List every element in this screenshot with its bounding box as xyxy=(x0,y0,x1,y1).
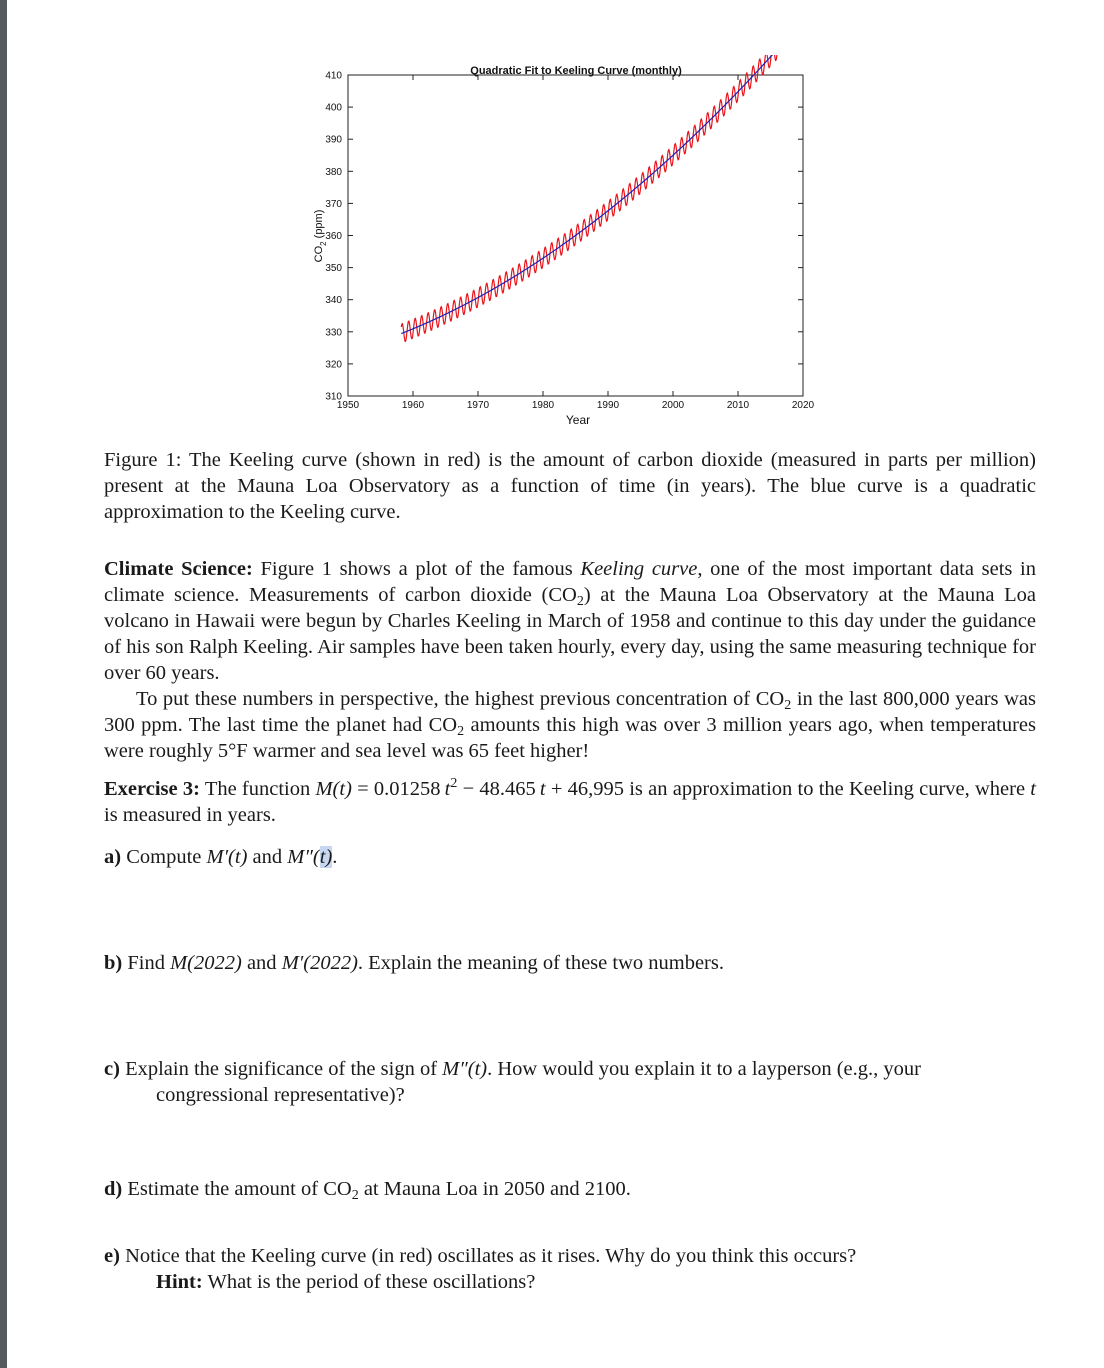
keeling-curve-series xyxy=(401,55,799,341)
part-d: d) Estimate the amount of $CO_2$ at Mauna Loa in 2050 and 2100. xyxy=(104,1178,631,1203)
exercise-3: Exercise 3: The function M(t) = 0.01258 $t^2 - 48.465$ t + 46,995 is an approximation to the Keeling curve, where t is measured in years. xyxy=(104,776,1036,826)
y-axis-label-unit: (ppm) xyxy=(313,209,325,242)
climate-science-heading: Climate Science: xyxy=(104,558,253,580)
chart-svg xyxy=(300,55,840,435)
y-tick-label: 310 xyxy=(325,391,342,403)
y-tick-label: 350 xyxy=(325,263,342,275)
part-e: e) Notice that the Keeling curve (in red) oscillates as it rises. Why do you think this occurs? Hint: What is the period of these oscillations? xyxy=(104,1245,857,1293)
y-tick-label: 360 xyxy=(325,231,342,242)
y-tick-label: 340 xyxy=(325,295,342,307)
x-tick-label: 1980 xyxy=(531,400,555,411)
y-tick-label: 320 xyxy=(325,359,342,371)
figure-caption xyxy=(104,447,1036,525)
x-tick-label: 2020 xyxy=(791,400,815,411)
x-tick-label: 1990 xyxy=(596,400,620,411)
x-tick-label: 1960 xyxy=(401,400,425,411)
exercise-heading: Exercise 3: xyxy=(104,778,200,800)
y-tick-label: 380 xyxy=(325,166,342,178)
x-tick-label: 1950 xyxy=(336,400,360,411)
part-a: a) Compute M′(t) and M″(t). xyxy=(104,846,338,868)
y-axis-label-main: CO xyxy=(313,245,325,263)
text-selection-highlight: t) xyxy=(319,846,333,868)
caption-prefix: Figure 1: xyxy=(104,449,182,471)
x-tick-label: 2010 xyxy=(726,400,750,411)
x-tick-label: 1970 xyxy=(466,400,490,411)
y-tick-label: 400 xyxy=(325,102,342,114)
caption-text: The Keeling curve (shown in red) is the amount of carbon dioxide (measured in parts per million) present at the Mauna Loa Observatory as a function of time (in years). The blue curve is a quadratic approximation to the Keeling curve. xyxy=(104,449,1036,523)
x-axis-label: Year xyxy=(565,413,591,427)
perspective-paragraph: To put these numbers in perspective, the highest previous concentration of $CO_2$ in the last 800,000 years was 300 ppm. The last time the planet had $CO_2$ amounts this high was over 3 million years ago, when temperatures were roughly 5°F warmer and sea level was 65 feet higher! xyxy=(104,688,1037,762)
y-tick-label: 370 xyxy=(325,198,342,210)
y-axis-label-sub: 2 xyxy=(319,241,328,246)
y-tick-label: 410 xyxy=(325,70,342,82)
chart-title: Quadratic Fit to Keeling Curve (monthly) xyxy=(470,65,682,77)
climate-science-paragraph: Climate Science: Figure 1 shows a plot of the famous Keeling curve, one of the most important data sets in climate science. Measurements of carbon dioxide $(CO_2)$ at the Mauna Loa Observatory at the Mauna Loa volcano in Hawaii were begun by Charles Keeling in March of 1958 and continue to this day under the guidance of his son Ralph Keeling. Air samples have been taken hourly, every day, using the same measuring technique for over 60 years. xyxy=(104,558,1036,684)
part-b: b) Find M(2022) and M′(2022). Explain the meaning of these two numbers. xyxy=(104,952,724,974)
y-tick-label: 390 xyxy=(325,134,342,146)
keeling-chart xyxy=(300,55,840,435)
part-c: c) Explain the significance of the sign of M″(t). How would you explain it to a layperson (e.g., your congressional representative)? xyxy=(104,1058,921,1106)
x-tick-label: 2000 xyxy=(661,400,685,411)
y-tick-label: 330 xyxy=(325,327,342,339)
left-window-edge xyxy=(0,0,7,1368)
quadratic-fit-series xyxy=(401,55,799,334)
